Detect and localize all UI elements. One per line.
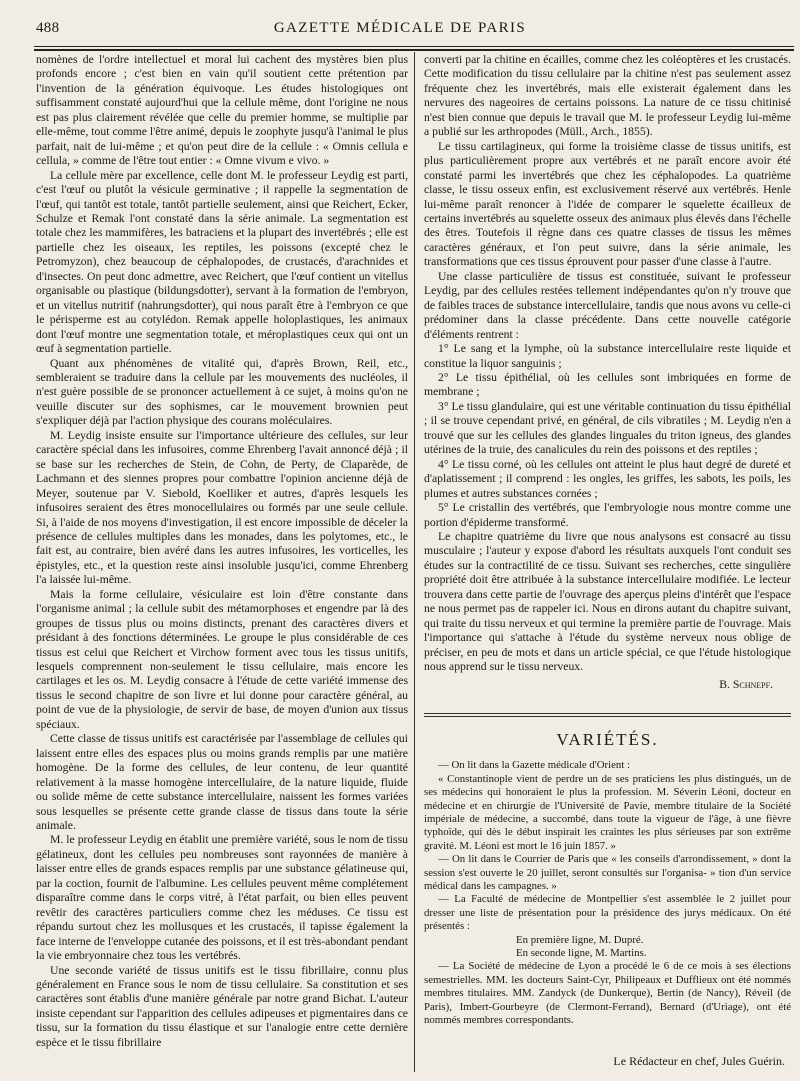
right-column <box>424 53 791 1068</box>
header-rule-thick <box>34 49 794 51</box>
list-item: 3° Le tissu glandulaire, qui est une véritable continuation du tissu épithélial ; il se trouve cependant privé, en général, de cils vibratiles ; M. Leydig n'en a trouvé que sur les cellules des glandes linguales du triton igneus, des glandes utérines de la truie, des canalicules du rein des poissons et des reptiles ; <box>424 399 791 457</box>
news-item: — La Faculté de médecine de Montpellier s'est assemblée le 2 juillet pour dresser une liste de présentation pour la présidence des jurys médicaux. On été présentés : <box>424 893 791 933</box>
left-column <box>36 53 408 1050</box>
paragraph: M. le professeur Leydig en établit une première variété, sous le nom de tissu gélatineux, dont les cellules peu nombreuses sont rayonnées de manière à laisser entre elles de grands espaces remplis par une substance gélatineuse qui, par la coction, fournit de l'albumine. Les cellules peuvent même complétement disparaître comme dans le corps vitré, à l'état parfait, ou bien elles peuvent revêtir des caractères particuliers comme chez les méduses. Ce tissu est répandu surtout chez les mollusques et les crustacés, il tapisse également la face interne de l'enveloppe cutanée des poissons, et il est très-abondant pendant la vie embryonnaire chez tous les vertébrés. <box>36 833 408 963</box>
author-signature: B. Schnepf. <box>719 678 773 692</box>
editor-signature: Le Rédacteur en chef, Jules Guérin. <box>613 1053 785 1068</box>
section-separator <box>424 713 791 717</box>
list-item: 1° Le sang et la lymphe, où la substance intercellulaire reste liquide et constitue la liquor sanguinis ; <box>424 342 791 370</box>
paragraph: Quant aux phénomènes de vitalité qui, d'après Brown, Reil, etc., sembleraient se traduire dans la cellule par les mouvements des nucléoles, il n'est guère possible de se prononcer actuellement à ce sujet, à moins qu'on ne veuille discuter sur des sophismes, car le mouvement brownien peut s'expliquer déjà par l'action physique des courans moléculaires. <box>36 356 408 428</box>
paragraph: M. Leydig insiste ensuite sur l'importance ultérieure des cellules, sur leur caractère spécial dans les infusoires, comme Ehrenberg l'avait annoncé déjà ; il se base sur les recherches de Stein, de Cohn, de Perty, de Claparède, de Lachmann et des siennes propres pour combattre l'opinion ancienne déjà de Meyer, soutenue par V. Siebold, Koelliker et autres, d'après lesquels les infusoires seraient des êtres monocellulaires ou formés par une seule cellule. Si, à l'aide de nos moyens d'investigation, il est encore impossible de déceler la présence de cellules multiples dans les monades, dans les polytomes, etc., le fait est, au contraire, bien avéré dans les autres infusoires, les vorticelles, les épistyles, etc., et la question reste ainsi insoluble jusqu'ici, comme Ehrenberg l'a laissée lui-même. <box>36 428 408 587</box>
nomination-line: En première ligne, M. Dupré. <box>516 933 644 946</box>
header-rule <box>34 46 794 47</box>
varietes-section <box>424 759 791 1027</box>
paragraph: Une classe particulière de tissus est constituée, suivant le professeur Leydig, par des cellules restées tellement indépendantes qu'on n'y trouve que de faibles traces de substance intercellulaire, tandis que nous avons vu celle-ci prédominer dans la classe précédente. Dans cette nouvelle catégorie d'éléments rentrent : <box>424 269 791 341</box>
page-number: 488 <box>36 20 60 36</box>
list-item: 2° Le tissu épithélial, où les cellules sont imbriquées en forme de membrane ; <box>424 370 791 399</box>
journal-title: GAZETTE MÉDICALE DE PARIS <box>273 20 527 36</box>
nomination-line: En seconde ligne, M. Martins. <box>516 947 647 960</box>
list-item: 4° Le tissu corné, où les cellules ont atteint le plus haut degré de dureté et d'aplatissement ; il comprend : les ongles, les griffes, les sabots, les poils, les plumes et autres substances cornées ; <box>424 457 791 500</box>
paragraph: Le chapitre quatrième du livre que nous analysons est consacré au tissu musculaire ; l'auteur y expose d'abord les résultats auxquels l'ont conduit ses études sur la contractilité de ce tissu. Suivant ses recherches, cette singulière propriété doit être attribuée à la substance intercellulaire modifiée. Le lecteur trouvera dans cette partie de l'ouvrage des aperçus pleins d'intérêt que l'espace ne nous permet pas de rappeler ici. Nous en dirons autant du chapitre suivant, qui traite du tissu nerveux et qui termine la première partie de l'ouvrage. Mais l'importance qui s'attache à l'étude du système nerveux nous oblige de préciser, en peu de mots et dans un article spécial, ce que l'étude histologique nous apprend sur le tissu nerveux. <box>424 529 791 674</box>
paragraph: Mais la forme cellulaire, vésiculaire est loin d'être constante dans l'organisme animal ; la cellule subit des métamorphoses et engendre par là des groupes de tissus plus ou moins distincts, prenant des caractères divers et présidant à des fonctions déterminées. Le groupe le plus considérable de ces tissus est celui que Reichert et Virchow forment avec tous les tissus unitifs, lesquels comprennent non-seulement le tissu cellulaire, mais encore les cartilages et les os. M. Leydig consacre à l'étude de cette variété immense des tissus le second chapitre de son livre et lui donne pour caractère général, au point de vue de la physiologie, de servir de base, de moyen d'union aux tissus spéciaux. <box>36 587 408 731</box>
column-divider <box>414 52 415 1072</box>
paragraph: Une seconde variété de tissus unitifs est le tissu fibrillaire, connu plus généralement en France sous le nom de tissu cellulaire. Sa constitution et ses caractères sont établis d'une manière générale par notre grand Bichat. L'auteur insiste cependant sur l'apparition des cellules adipeuses et pigmentaires dans ce tissu, sur la formation du tissu élastique et sur l'analogie entre cette dernière espèce et le tissu fibrillaire <box>36 963 408 1049</box>
paragraph: converti par la chitine en écailles, comme chez les coléoptères et les crustacés. Cette modification du tissu cellulaire par la chitine n'est pas seulement assez fréquente chez les invertébrés, mais elle existerait également dans les nervures des nageoires de certains poissons. La nature de ce tissu chitinisé n'est bien connue que depuis le travail que M. le professeur Leydig lui-même a publié sur les arthropodes (Müll., Arch., 1855). <box>424 53 791 139</box>
paragraph: nomènes de l'ordre intellectuel et moral lui cachent des mystères bien plus profonds encore ; c'est bien en vain qu'il soutient cette prétention par l'invention de la génération équivoque. Les études histologiques ont suffisamment constaté aujourd'hui que la cellule même, dont l'origine ne nous est pas plus clairement révélée que celle du premier homme, se multiplie par elle-même, tout comme l'être animé, depuis le zoophyte jusqu'à l'animal le plus parfait, nait de lui-même ; et qu'on peut dire de la cellule : « Omnis cellula e cellula, » comme de l'être tout entier : « Omne vivum e vivo. » <box>36 53 408 168</box>
section-title: VARIÉTÉS. <box>556 729 659 749</box>
paragraph: La cellule mère par excellence, celle dont M. le professeur Leydig est parti, c'est l'œuf ou plutôt la vésicule germinative ; il rappelle la segmentation de l'œuf, qui tantôt est totale, tantôt partielle seulement, ainsi que Reichert, Ecker, Schulze et Remak l'ont constaté dans la série animale. La segmentation est totale chez les mammifères, les batraciens et la plupart des invertébrés ; elle est partielle chez les oiseaux, les reptiles, les poissons (excepté chez le Petromyzon), chez beaucoup de céphalopodes, de crustacés, d'arachnides et d'insectes. On peut donc admettre, avec Reichert, que l'œuf contient un vitellus organisable ou plastique (bildungsdotter), servant à la formation de l'embryon, et un vitellus nutritif (nahrungsdotter), qui nous paraît être à l'embryon ce que le périsperme est au cotylédon. Remak appelle holoplastiques, les animaux dont l'œuf montre une segmentation totale, et méroplastiques ceux qui ont un œuf à segmentation partielle. <box>36 168 408 356</box>
news-item: — On lit dans la Gazette médicale d'Orient : <box>438 759 631 772</box>
news-item: — On lit dans le Courrier de Paris que « les conseils d'arrondissement, » dont la session s'est ouverte le 20 juillet, seront consultés sur l'organisa- » tion d'un service médical dans les campagnes. » <box>424 853 791 893</box>
news-item: — La Société de médecine de Lyon a procédé le 6 de ce mois à ses élections semestrielles. MM. les docteurs Saint-Cyr, Philipeaux et Dufflieux ont été nommés membres titulaires. MM. Zandyck (de Dunkerque), Bertin (de Nancy), Réveil (de Paris), Imbert-Gourbeyre (de Clermont-Ferrand), Bernard (d'Uriage), ont été nommés membres correspondants. <box>424 960 791 1027</box>
news-item: « Constantinople vient de perdre un de ses praticiens les plus distingués, un de ses médecins qui honoraient le plus la profession. M. Séverin Léoni, docteur en médecine et en chirurgie de l'Université de Pavie, membre titulaire de la Société impériale de médecine, a succombé, dans toute la vigueur de l'âge, à une fièvre typhoïde, qui dès le début inspirait les craintes les plus sérieuses par son extrême gravité. M. Léoni est mort le 16 juin 1857. » <box>424 772 791 852</box>
paragraph: Cette classe de tissus unitifs est caractérisée par l'assemblage de cellules qui laissent entre elles des espaces plus ou moins grands remplis par une matière homogène. De la forme des cellules, de leur contenu, de leur quantité relativement à la masse homogène intercellulaire, de la nature liquide, fluide ou solide même de cette substance intercellulaire, naissent les formes variées sous lesquelles se présente cette grande classe de tissus dans toute la série animale. <box>36 732 408 833</box>
paragraph: Le tissu cartilagineux, qui forme la troisième classe de tissus unitifs, est plus particulièrement propre aux vertébrés et ne paraît encore avoir été constaté parmi les invertébrés que chez les céphalopodes. La quatrième classe, le tissu osseux enfin, est exclusivement réservé aux vertébrés. Henle lui-même paraît renoncer à l'idée de comparer le squelette écailleux de certains invertébrés au squelette osseux des animaux plus élevés dans l'échelle des êtres. Toutefois il règne dans ces quatre classes de tissus les mêmes caractères généraux, et l'on peut suivre, dans la série animale, les transformations que ces tissus éprouvent pour passer d'une classe à l'autre. <box>424 139 791 269</box>
list-item: 5° Le cristallin des vertébrés, que l'embryologie nous montre comme une portion d'épiderme transformé. <box>424 501 791 529</box>
